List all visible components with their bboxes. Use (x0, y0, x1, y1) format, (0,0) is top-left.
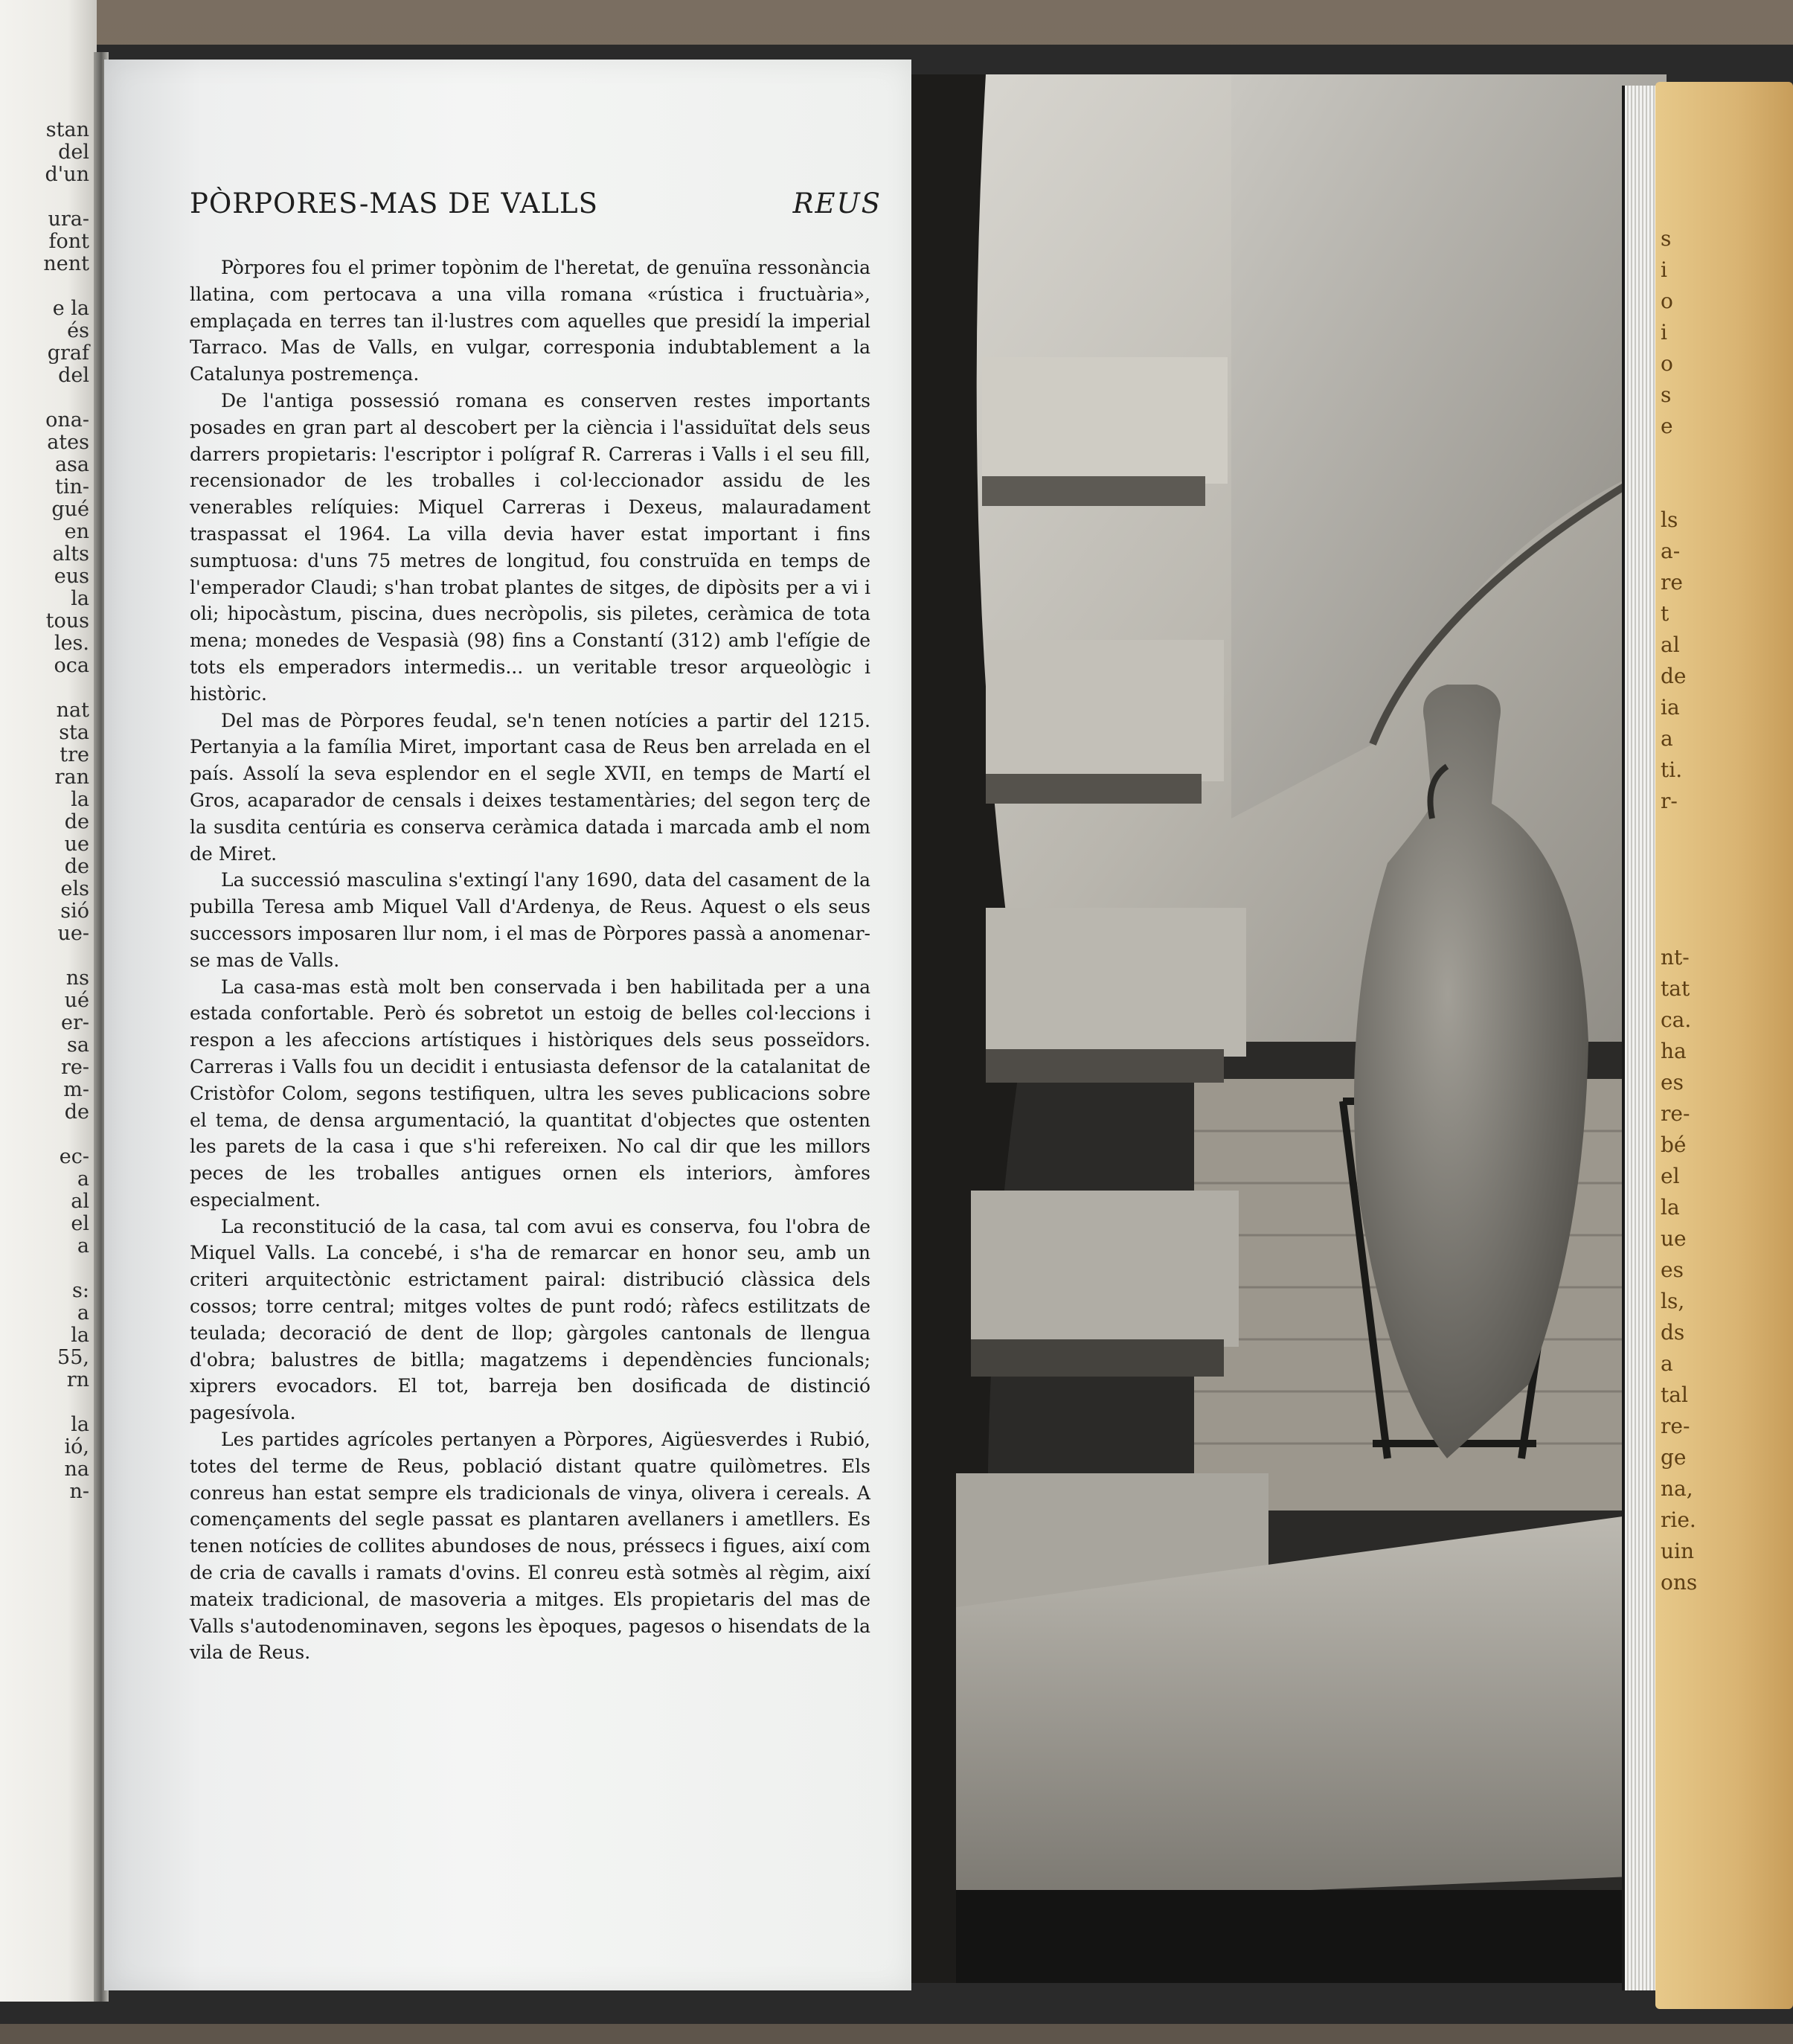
text-fragment: tal (1661, 1383, 1688, 1407)
text-fragment: ca. (1661, 1007, 1692, 1032)
text-fragment (0, 387, 89, 409)
text-fragment: de (64, 855, 89, 878)
text-fragment (0, 186, 89, 208)
text-fragment: nt- (1661, 945, 1690, 970)
text-fragment: rn (66, 1368, 89, 1391)
text-fragment: els (60, 877, 89, 900)
text-fragment: sa (67, 1034, 89, 1057)
paragraph: Les partides agrícoles pertanyen a Pòrpores, Aigüesverdes i Rubió, totes del terme de Reus, població distant quatre quilòmetres. Els conreus han estat sempre els tradicionals de vinya, olivera i cereals. A començaments del segle passat es plantaren avellaners i ametllers. Es tenen notícies de collites abundoses de nous, préssecs i figues, així com de cria de cavalls i ramats d'ovins. El conreu està sotmès al règim, així mateix tradicional, de masoveria a mitges. Els propietaris del mas de Valls s'autodenominaven, segons les èpoques, pagesos o hisendats de la vila de Reus. (190, 1429, 870, 1664)
text-fragment: es (1661, 1258, 1684, 1282)
text-fragment: la (71, 587, 89, 610)
text-fragment: i (1661, 320, 1667, 345)
text-fragment: del (58, 141, 89, 164)
paragraph: Del mas de Pòrpores feudal, se'n tenen notícies a partir del 1215. Pertanyia a la família Miret, important casa de Reus ben arrelada en el país. Assolí la seva esplendor en el segle XVII, en temps de Martí el Gros, acaparador de censals i deixes testamentàries; del segon terç de la susdita centúria es conserva ceràmica datada i marcada amb el nom de Miret. (190, 709, 870, 865)
text-fragment: ue (64, 833, 89, 856)
text-fragment (0, 275, 89, 298)
text-fragment: graf (47, 342, 89, 365)
text-fragment: les. (54, 632, 89, 655)
text-fragment: ia (1661, 695, 1680, 720)
text-fragment: alts (52, 542, 89, 566)
text-fragment: na (64, 1458, 89, 1481)
text-fragment: n- (69, 1480, 89, 1503)
text-fragment: ura- (48, 208, 89, 231)
text-fragment (1661, 442, 1742, 473)
text-fragment: nent (43, 252, 89, 275)
text-fragment: asa (54, 453, 89, 476)
text-fragment: re- (60, 1056, 89, 1079)
photo-page (911, 74, 1667, 1983)
text-fragment: ls, (1661, 1289, 1685, 1313)
text-fragment: a- (1661, 539, 1681, 563)
paragraph: La reconstitució de la casa, tal com avui es conserva, fou l'obra de Miquel Valls. La concebé, i s'ha de remarcar en honor seu, amb un criteri arquitectònic estrictament pairal: distribució clàssica dels cossos; torre central; mitges voltes de punt rodó; ràfecs estilitzats de teulada; decoració de dent de llop; gàrgoles cantonals de llengua d'obra; balustres de bitlla; magatzems i dependències funcionals; xiprers evocadors. El tot, barreja ben dosificada de distinció pagesívola. (190, 1215, 870, 1424)
text-fragment: e la (52, 297, 89, 320)
text-fragment: na, (1661, 1476, 1693, 1501)
text-fragment: es (1661, 1070, 1684, 1095)
text-fragment: eus (54, 565, 89, 588)
text-fragment: ió, (64, 1435, 89, 1458)
text-fragment (0, 1124, 89, 1146)
text-fragment: del (58, 364, 89, 387)
text-fragment: el (1661, 1164, 1680, 1188)
section-title: PÒRPORES-MAS DE VALLS (190, 188, 598, 220)
text-fragment: a (77, 1301, 89, 1324)
next-page-text-fragments (1661, 223, 1742, 1598)
text-fragment: la (71, 788, 89, 811)
text-fragment: d'un (45, 163, 89, 186)
text-fragment: nat (56, 699, 89, 722)
text-fragment (1661, 817, 1742, 848)
text-fragment: sta (59, 721, 89, 744)
text-fragment: ons (1661, 1570, 1698, 1595)
text-fragment: és (67, 319, 89, 342)
text-fragment: de (64, 810, 89, 833)
text-fragment: re- (1661, 1414, 1690, 1438)
text-fragment: sió (60, 900, 89, 923)
text-fragment: ue- (57, 922, 89, 945)
text-page (104, 60, 911, 1990)
text-fragment: er- (60, 1011, 89, 1034)
text-fragment: o (1661, 351, 1673, 376)
text-fragment: de (64, 1101, 89, 1124)
text-fragment (1661, 848, 1742, 880)
text-fragment: ns (65, 967, 89, 990)
text-fragment: e (1661, 414, 1673, 438)
text-fragment: a (77, 1234, 89, 1258)
body-text (190, 254, 870, 1666)
text-fragment: s: (72, 1279, 89, 1302)
text-fragment: rie. (1661, 1508, 1696, 1532)
text-fragment: ha (1661, 1039, 1687, 1063)
text-fragment: ué (64, 989, 89, 1012)
text-fragment (1661, 473, 1742, 504)
text-fragment: ue (1661, 1226, 1687, 1251)
page-header (190, 188, 882, 232)
text-fragment: tous (45, 609, 89, 632)
text-fragment (0, 1258, 89, 1280)
text-fragment: font (48, 230, 89, 253)
text-fragment: la (71, 1324, 89, 1347)
paragraph: La casa-mas està molt ben conservada i ben habilitada per a una estada confortable. Però és sobretot un estoig de belles col·leccions i respon a les afeccions artístiques i històriques dels seus posseïdors. Carreras i Valls fou un decidit i entusiasta defensor de la catalanitat de Cristòfor Colom, segons testifiquen, ultra les seves publicacions sobre el tema, de densa argumentació, la quantitat d'objectes que ostenten les parets de la casa i que s'hi refereixen. No cal dir que les millors peces de les troballes antigues ornen els interiors, àmfores especialment. (190, 975, 870, 1211)
text-fragment: tat (1661, 976, 1690, 1001)
text-fragment: 55, (57, 1346, 89, 1369)
text-fragment: i (1661, 257, 1667, 282)
text-fragment: ona- (45, 409, 89, 432)
text-fragment: ran (54, 766, 89, 789)
text-fragment: ates (47, 431, 89, 454)
text-fragment (1661, 911, 1742, 942)
text-fragment: la (71, 1413, 89, 1436)
text-fragment: ti. (1661, 757, 1683, 782)
text-fragment: la (1661, 1195, 1680, 1220)
amphora-staircase-photo (911, 74, 1667, 1983)
text-fragment: uin (1661, 1539, 1695, 1563)
text-fragment: stan (45, 118, 89, 141)
text-fragment: r- (1661, 789, 1678, 813)
text-fragment: a (1661, 726, 1673, 751)
text-fragment (1661, 880, 1742, 911)
text-fragment: bé (1661, 1132, 1687, 1157)
text-fragment: a (1661, 1351, 1673, 1376)
text-fragment: tre (60, 743, 89, 766)
place-name: REUS (792, 188, 882, 220)
text-fragment (0, 945, 89, 967)
text-fragment: ls (1661, 507, 1678, 532)
text-fragment: en (64, 520, 89, 543)
text-fragment (0, 1391, 89, 1414)
text-fragment: ge (1661, 1445, 1687, 1470)
text-fragment: o (1661, 289, 1673, 313)
paragraph: Pòrpores fou el primer topònim de l'heretat, de genuïna ressonància llatina, com pertocava a una villa romana «rústica i fructuària», emplaçada en terres tan il·lustres com aquelles que presidí la imperial Tarraco. Mas de Valls, en vulgar, corresponia indubtablement a la Catalunya postremença. (190, 257, 870, 385)
text-fragment: al (71, 1190, 89, 1213)
text-fragment: s (1661, 382, 1672, 407)
paragraph: La successió masculina s'extingí l'any 1690, data del casament de la pubilla Teresa amb Miquel Vall d'Ardenya, de Reus. Aquest o els seus successors imposaren llur nom, i el mas de Pòrpores passà a anomenar-se mas de Valls. (190, 869, 870, 971)
text-fragment: el (71, 1212, 89, 1235)
text-fragment: tin- (55, 475, 89, 499)
text-fragment: re- (1661, 1101, 1690, 1126)
text-fragment: al (1661, 632, 1680, 657)
previous-page-text-fragments (0, 119, 89, 1503)
text-fragment: re (1661, 570, 1683, 595)
text-fragment: m- (63, 1078, 89, 1101)
text-fragment: de (1661, 664, 1687, 688)
text-fragment: ds (1661, 1320, 1685, 1345)
paragraph: De l'antiga possessió romana es conserven restes importants posades en gran part al descobert per la ciència i l'assiduïtat dels seus darrers propietaris: l'escriptor i polígraf R. Carreras i Valls i el seu fill, recensionador de les troballes i col·leccionador assidu de les venerables relíquies: Miquel Carreras i Dexeus, malauradament traspassat el 1964. La villa devia haver estat important i fins sumptuosa: d'uns 75 metres de longitud, fou construïda en temps de l'emperador Claudi; s'han trobat plantes de sitges, de dipòsits per a vi i oli; hipocàstum, piscina, dues necròpolis, sis piletes, ceràmica de tota mena; monedes de Vespasià (98) fins a Constantí (312) amb l'efígie de tots els emperadors intermedis... un veritable tresor arqueològic i històric. (190, 389, 870, 705)
text-fragment: t (1661, 601, 1669, 626)
text-fragment (0, 677, 89, 699)
text-fragment: gué (51, 498, 89, 521)
previous-page-edge (0, 0, 97, 2002)
text-fragment: ec- (59, 1145, 89, 1168)
text-fragment: oca (54, 654, 89, 677)
text-fragment: s (1661, 226, 1672, 251)
text-fragment: a (77, 1167, 89, 1191)
